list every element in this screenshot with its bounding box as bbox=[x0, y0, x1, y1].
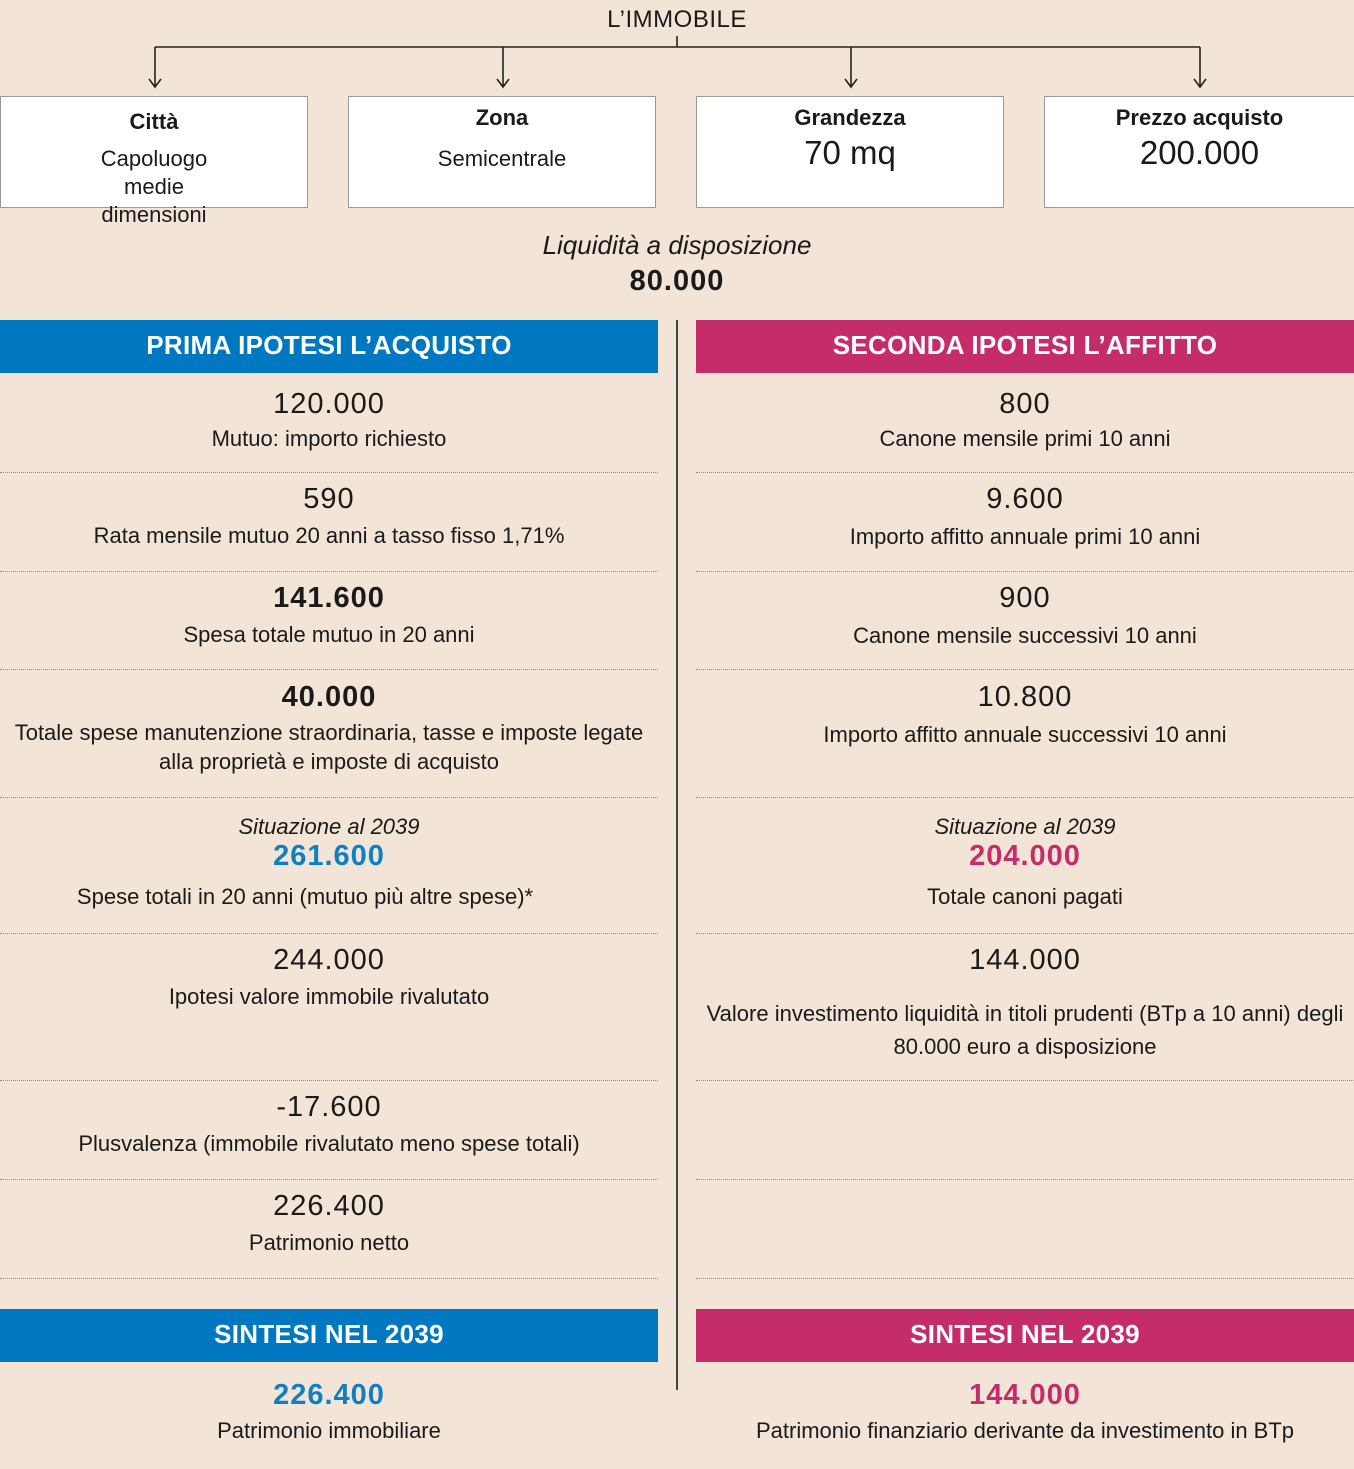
right-summary-header: SINTESI NEL 2039 bbox=[696, 1309, 1354, 1362]
row-separator bbox=[696, 1278, 1354, 1279]
left-row-label: Patrimonio netto bbox=[248, 1230, 410, 1255]
left-summary-label: Patrimonio immobiliare bbox=[217, 1418, 441, 1443]
row-separator bbox=[0, 933, 658, 934]
page-title: L’IMMOBILE bbox=[607, 6, 747, 33]
row-separator bbox=[696, 933, 1354, 934]
right-row-label: Importo affitto annuale successivi 10 anni bbox=[823, 722, 1227, 747]
card-citta bbox=[0, 96, 308, 227]
row-separator bbox=[0, 571, 658, 572]
right-row-label: Canone mensile successivi 10 anni bbox=[853, 623, 1197, 648]
down-arrow-icon bbox=[149, 47, 161, 87]
down-arrow-icon bbox=[497, 47, 509, 87]
left-row-value: 590 bbox=[303, 483, 355, 515]
row-separator bbox=[0, 472, 658, 473]
left-row-value: 141.600 bbox=[273, 582, 385, 614]
card-prezzo bbox=[1044, 96, 1354, 208]
row-separator bbox=[0, 1080, 658, 1081]
card-value: 200.000 bbox=[1139, 134, 1260, 171]
right-row-value: 10.800 bbox=[977, 681, 1073, 713]
left-row-label: Totale spese manutenzione straordinaria, tasse e imposte legate alla proprietà e imposte di acquisto bbox=[14, 720, 644, 774]
row-separator bbox=[696, 797, 1354, 798]
card-title: Grandezza bbox=[794, 105, 906, 130]
row-separator bbox=[0, 797, 658, 798]
column-divider bbox=[676, 320, 678, 1390]
liquidity-label: Liquidità a disposizione bbox=[542, 230, 812, 260]
left-row-label: Mutuo: importo richiesto bbox=[211, 426, 447, 451]
left-row-value: -17.600 bbox=[276, 1091, 382, 1123]
right-row-label: Totale canoni pagati bbox=[927, 884, 1123, 909]
right-row-label: Canone mensile primi 10 anni bbox=[879, 426, 1171, 451]
row-separator bbox=[0, 1278, 658, 1279]
row-separator bbox=[696, 1080, 1354, 1081]
left-row-value: 261.600 bbox=[273, 840, 385, 872]
row-separator bbox=[696, 669, 1354, 670]
card-title: Prezzo acquisto bbox=[1115, 105, 1284, 130]
card-grandezza bbox=[696, 96, 1004, 208]
right-summary-label: Patrimonio finanziario derivante da investimento in BTp bbox=[755, 1418, 1295, 1443]
right-row-note: Situazione al 2039 bbox=[934, 814, 1116, 839]
left-summary-header: SINTESI NEL 2039 bbox=[0, 1309, 658, 1362]
left-row-label: Plusvalenza (immobile rivalutato meno spese totali) bbox=[78, 1131, 580, 1156]
card-title: Città bbox=[129, 109, 179, 134]
left-row-value: 40.000 bbox=[281, 681, 377, 713]
right-summary-value: 144.000 bbox=[969, 1379, 1081, 1411]
card-title: Zona bbox=[475, 105, 529, 130]
right-row-label: Valore investimento liquidità in titoli prudenti (BTp a 10 anni) degli 80.000 euro a disposizione bbox=[706, 1001, 1344, 1059]
down-arrow-icon bbox=[1194, 47, 1206, 87]
row-separator bbox=[0, 1179, 658, 1180]
left-row-label: Ipotesi valore immobile rivalutato bbox=[168, 984, 490, 1009]
row-separator bbox=[0, 669, 658, 670]
left-row-note: Situazione al 2039 bbox=[238, 814, 420, 839]
row-separator bbox=[696, 1179, 1354, 1180]
left-row-label: Spesa totale mutuo in 20 anni bbox=[183, 622, 475, 647]
down-arrow-icon bbox=[845, 47, 857, 87]
left-row-label: Rata mensile mutuo 20 anni a tasso fisso 1,71% bbox=[93, 523, 565, 548]
right-column-header: SECONDA IPOTESI L’AFFITTO bbox=[696, 320, 1354, 373]
right-row-value: 144.000 bbox=[969, 944, 1081, 976]
card-zona bbox=[348, 96, 656, 208]
card-value: Capoluogo medie dimensioni bbox=[100, 146, 208, 227]
right-row-value: 800 bbox=[999, 388, 1051, 420]
row-separator bbox=[696, 571, 1354, 572]
left-summary-value: 226.400 bbox=[273, 1379, 385, 1411]
left-row-value: 120.000 bbox=[273, 388, 385, 420]
connector-tree bbox=[0, 0, 1354, 96]
right-row-value: 204.000 bbox=[969, 840, 1081, 872]
right-row-label: Importo affitto annuale primi 10 anni bbox=[849, 524, 1201, 549]
liquidity-value: 80.000 bbox=[629, 265, 725, 297]
left-row-value: 226.400 bbox=[273, 1190, 385, 1222]
right-row-value: 900 bbox=[999, 582, 1051, 614]
card-value: Semicentrale bbox=[437, 146, 567, 171]
left-row-label: Spese totali in 20 anni (mutuo più altre spese)* bbox=[76, 884, 534, 909]
card-value: 70 mq bbox=[804, 134, 896, 171]
right-row-value: 9.600 bbox=[986, 483, 1064, 515]
row-separator bbox=[696, 472, 1354, 473]
left-column-header: PRIMA IPOTESI L’ACQUISTO bbox=[0, 320, 658, 373]
left-row-value: 244.000 bbox=[273, 944, 385, 976]
